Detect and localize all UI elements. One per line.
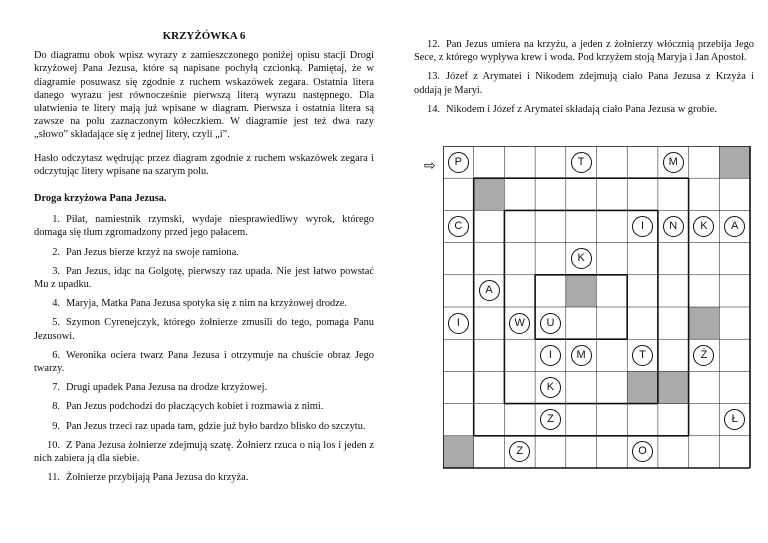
station-number: 9.	[52, 420, 60, 432]
station-text: Pan Jezus, idąc na Golgotę, pierwszy raz upada. Nie jest łatwo powstać Mu z upadku.	[34, 265, 374, 291]
station-item	[414, 103, 754, 116]
station-text: Maryja, Matka Pana Jezusa spotyka się z nim na krzyżowej drodze.	[66, 298, 348, 310]
stations-continued-column	[414, 38, 754, 122]
station-number: 14.	[427, 103, 440, 115]
circled-letter: K	[693, 216, 714, 237]
circled-letter: A	[724, 216, 745, 237]
station-number: 10.	[47, 439, 60, 451]
station-item	[34, 420, 374, 433]
circled-letter: Z	[540, 409, 561, 430]
station-number: 7.	[52, 382, 60, 394]
circled-letter: C	[448, 216, 469, 237]
station-number: 12.	[427, 39, 440, 50]
station-text: Piłat, namiestnik rzymski, wydaje niesprawiedliwy wyrok, którego domaga się tłum zgromadzony przed jego pałacem.	[34, 214, 374, 239]
station-item	[414, 38, 754, 64]
station-item	[34, 265, 374, 291]
circled-letter: M	[663, 152, 684, 173]
station-number: 1.	[52, 214, 60, 226]
station-item	[34, 213, 374, 239]
station-item	[34, 316, 374, 342]
station-item	[34, 400, 374, 413]
station-number: 5.	[52, 317, 60, 329]
station-number: 8.	[52, 401, 60, 413]
circled-letter: K	[540, 377, 561, 398]
station-number: 13.	[427, 71, 440, 83]
station-number: 3.	[52, 265, 60, 277]
station-item	[34, 349, 374, 375]
station-text: Z Pana Jezusa żołnierze zdejmują szatę. Żołnierz rzuca o nią los i jeden z nich zabiera ją dla siebie.	[34, 439, 374, 465]
circled-letter: P	[448, 152, 469, 173]
station-text: Drugi upadek Pana Jezusa na drodze krzyżowej.	[66, 382, 268, 394]
circled-letter: Ż	[693, 345, 714, 366]
station-item	[34, 297, 374, 310]
station-text: Pan Jezus trzeci raz upada tam, gdzie już było bardzo blisko do szczytu.	[66, 420, 366, 432]
circled-letter: A	[479, 280, 500, 301]
station-number: 4.	[52, 298, 60, 310]
circled-letter: Z	[509, 441, 530, 462]
station-number: 6.	[52, 349, 60, 361]
circled-letter: M	[571, 345, 592, 366]
circled-letter: I	[540, 345, 561, 366]
circled-letter: Ł	[724, 409, 745, 430]
circled-letter: K	[571, 248, 592, 269]
circled-letter: W	[509, 313, 530, 334]
circled-letter: O	[632, 441, 653, 462]
station-text: Józef z Arymatei i Nikodem zdejmują ciało Pana Jezusa z Krzyża i oddają je Maryi.	[414, 71, 754, 96]
stations-list-continued	[414, 38, 754, 116]
section-subtitle: Droga krzyżowa Pana Jezusa.	[34, 193, 167, 205]
instructions-column	[34, 30, 374, 490]
station-number: 11.	[47, 472, 60, 484]
station-text: Weronika ociera twarz Pana Jezusa i otrzymuje na chuście obraz Jego twarzy.	[34, 349, 374, 375]
station-item	[34, 439, 374, 465]
circled-letter: I	[448, 313, 469, 334]
station-text: Żołnierze przybijają Pana Jezusa do krzyża.	[66, 472, 249, 484]
circled-letter: U	[540, 313, 561, 334]
station-text: Pan Jezus bierze krzyż na swoje ramiona.	[66, 246, 239, 258]
circled-letter: N	[663, 216, 684, 237]
station-item	[34, 246, 374, 259]
station-item	[34, 471, 374, 484]
crossword-grid	[443, 146, 750, 468]
grid-lines	[443, 146, 751, 469]
station-text: Szymon Cyrenejczyk, którego żołnierze zmusili do tego, pomaga Panu Jezusowi.	[34, 317, 374, 342]
haslo-paragraph: Hasło odczytasz wędrując przez diagram zgodnie z ruchem wskazówek zegara i odczytując litery wpisane na szarym polu.	[34, 152, 374, 177]
circled-letter: T	[571, 152, 592, 173]
station-number: 2.	[52, 246, 60, 258]
page-title: KRZYŻÓWKA 6	[162, 30, 246, 42]
circled-letter: I	[632, 216, 653, 237]
start-arrow-icon: ⇨	[424, 158, 436, 174]
station-text: Nikodem i Józef z Arymatei składają ciało Pana Jezusa w grobie.	[446, 103, 717, 115]
station-item	[34, 381, 374, 394]
circled-letter: T	[632, 345, 653, 366]
station-item	[414, 70, 754, 96]
station-text: Pan Jezus podchodzi do płaczących kobiet i rozmawia z nimi.	[66, 401, 324, 413]
stations-list	[34, 213, 374, 484]
station-text: Pan Jezus umiera na krzyżu, a jeden z żołnierzy włócznią przebija Jego Sece, z którego wypływa krew i woda. Pod krzyżem stoją Maryja i Jan Apostoł.	[414, 39, 754, 64]
intro-paragraph: Do diagramu obok wpisz wyrazy z zamieszczonego poniżej opisu stacji Drogi krzyżowej Pana Jezusa, które są napisane pochyłą czcionką. Pamiętaj, że w diagramie posuwasz się zgodnie z ruchem wskazówek zegara. Ostatnia litera danego wyrazu jest równocześnie pierwszą literą wyrazu następnego. Dla ułatwienia te litery mają już wpisane w diagram. Pierwsza i ostatnia litera są zawsze na polu zaznaczonym kółeczkiem. W diagramie jest też dwa razy „słowo” składające się z jednej litery, czyli „i”.	[34, 50, 374, 141]
